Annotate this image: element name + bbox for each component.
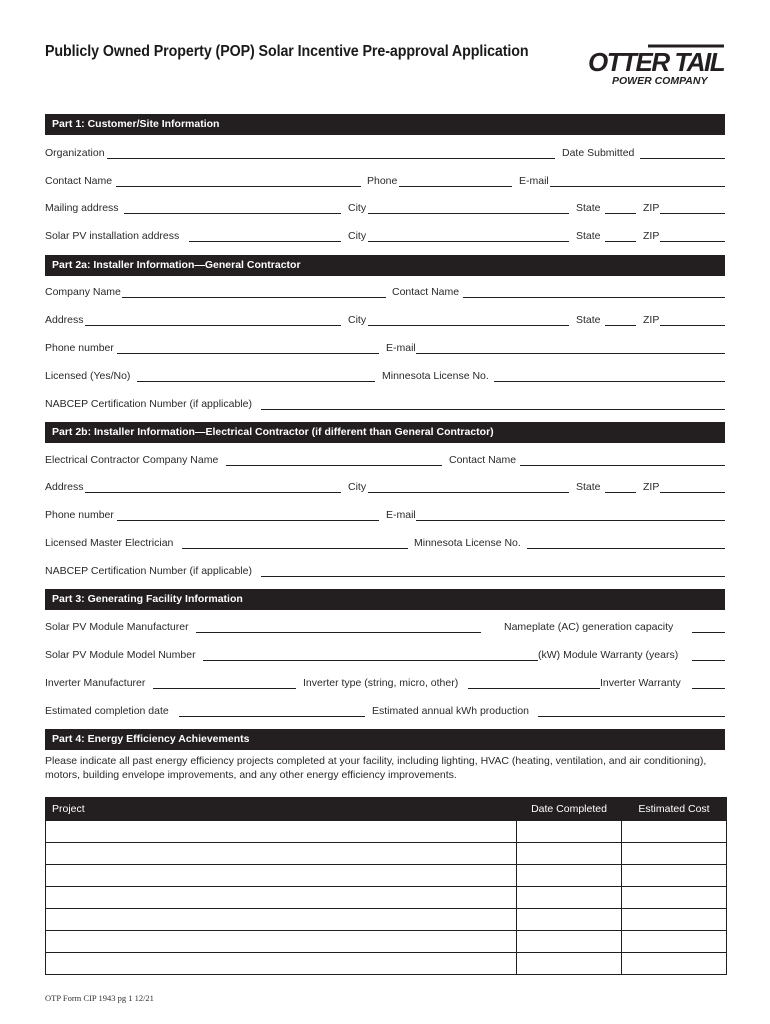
inverter-manufacturer-label: Inverter Manufacturer <box>45 677 146 689</box>
module-model-field[interactable] <box>203 660 538 661</box>
gc-zip-field[interactable] <box>660 325 725 326</box>
date-submitted-label: Date Submitted <box>562 147 635 159</box>
gc-email-field[interactable] <box>416 353 725 354</box>
ec-city-field[interactable] <box>368 492 569 493</box>
date-completed-cell[interactable] <box>517 909 622 931</box>
gc-company-name-label: Company Name <box>45 286 121 298</box>
gc-state-label: State <box>576 314 601 326</box>
estimated-cost-cell[interactable] <box>622 843 727 865</box>
mailing-address-field[interactable] <box>124 213 341 214</box>
module-warranty-field[interactable] <box>692 660 725 661</box>
date-submitted-field[interactable] <box>640 158 725 159</box>
ec-mn-license-label: Minnesota License No. <box>414 537 521 549</box>
nameplate-field[interactable] <box>692 632 725 633</box>
part2b-header: Part 2b: Installer Information—Electrical Contractor (if different than General Contractor) <box>45 422 725 443</box>
gc-nabcep-field[interactable] <box>261 409 725 410</box>
logo-wordmark: OTTER TAIL <box>588 47 725 77</box>
zip-label: ZIP <box>643 202 660 214</box>
estimated-cost-cell[interactable] <box>622 931 727 953</box>
gc-contact-name-label: Contact Name <box>392 286 460 298</box>
date-completed-cell[interactable] <box>517 843 622 865</box>
annual-kwh-label: Estimated annual kWh production <box>372 705 530 717</box>
gc-address-label: Address <box>45 314 84 326</box>
install-zip-field[interactable] <box>660 241 725 242</box>
date-completed-cell[interactable] <box>517 887 622 909</box>
project-cell[interactable] <box>46 931 517 953</box>
gc-phone-field[interactable] <box>117 353 379 354</box>
estimated-cost-column-header: Estimated Cost <box>622 798 727 821</box>
gc-zip-label: ZIP <box>643 314 660 326</box>
document-title: Publicly Owned Property (POP) Solar Incentive Pre-approval Application <box>45 43 529 60</box>
ec-city-label: City <box>348 481 367 493</box>
gc-contact-name-field[interactable] <box>463 297 725 298</box>
ec-zip-field[interactable] <box>660 492 725 493</box>
table-row <box>46 931 727 953</box>
state-field[interactable] <box>605 213 636 214</box>
table-row <box>46 887 727 909</box>
ec-mn-license-field[interactable] <box>527 548 725 549</box>
install-city-label: City <box>348 230 367 242</box>
module-model-label: Solar PV Module Model Number <box>45 649 196 661</box>
gc-state-field[interactable] <box>605 325 636 326</box>
ec-company-name-label: Electrical Contractor Company Name <box>45 454 219 466</box>
ec-nabcep-field[interactable] <box>261 576 725 577</box>
ec-contact-name-label: Contact Name <box>449 454 517 466</box>
form-footer: OTP Form CIP 1943 pg 1 12/21 <box>45 993 154 1003</box>
date-completed-column-header: Date Completed <box>517 798 622 821</box>
table-row <box>46 843 727 865</box>
project-cell[interactable] <box>46 909 517 931</box>
ec-state-label: State <box>576 481 601 493</box>
gc-city-field[interactable] <box>368 325 569 326</box>
install-state-label: State <box>576 230 601 242</box>
gc-address-field[interactable] <box>85 325 341 326</box>
organization-field[interactable] <box>107 158 555 159</box>
inverter-type-field[interactable] <box>468 688 600 689</box>
part4-header: Part 4: Energy Efficiency Achievements <box>45 729 725 750</box>
organization-label: Organization <box>45 147 105 159</box>
inverter-warranty-field[interactable] <box>692 688 725 689</box>
part1-header: Part 1: Customer/Site Information <box>45 114 725 135</box>
part4-instructions: Please indicate all past energy efficiency projects completed at your facility, including lighting, HVAC (heating, ventilation, and air conditioning), motors, building envelope improvements, and any other energy efficiency improvements. <box>45 755 707 781</box>
gc-licensed-field[interactable] <box>137 381 375 382</box>
date-completed-cell[interactable] <box>517 931 622 953</box>
install-zip-label: ZIP <box>643 230 660 242</box>
date-completed-cell[interactable] <box>517 953 622 975</box>
gc-city-label: City <box>348 314 367 326</box>
inverter-warranty-label: Inverter Warranty <box>600 677 681 689</box>
phone-label: Phone <box>367 175 398 187</box>
table-row <box>46 821 727 843</box>
zip-field[interactable] <box>660 213 725 214</box>
city-label: City <box>348 202 367 214</box>
kw-warranty-label: (kW) Module Warranty (years) <box>538 649 679 661</box>
ec-email-label: E-mail <box>386 509 416 521</box>
project-column-header: Project <box>46 798 517 821</box>
gc-phone-label: Phone number <box>45 342 114 354</box>
ec-address-label: Address <box>45 481 84 493</box>
project-cell[interactable] <box>46 887 517 909</box>
date-completed-cell[interactable] <box>517 865 622 887</box>
ec-address-field[interactable] <box>85 492 341 493</box>
gc-mn-license-field[interactable] <box>494 381 725 382</box>
ec-email-field[interactable] <box>416 520 725 521</box>
project-cell[interactable] <box>46 953 517 975</box>
mailing-address-label: Mailing address <box>45 202 119 214</box>
table-row <box>46 909 727 931</box>
projects-table <box>45 797 727 975</box>
ec-company-name-field[interactable] <box>226 465 442 466</box>
install-address-label: Solar PV installation address <box>45 230 180 242</box>
city-field[interactable] <box>368 213 569 214</box>
contact-name-field[interactable] <box>116 186 361 187</box>
estimated-cost-cell[interactable] <box>622 887 727 909</box>
logo-subtitle: POWER COMPANY <box>612 75 708 87</box>
module-manufacturer-label: Solar PV Module Manufacturer <box>45 621 189 633</box>
completion-date-field[interactable] <box>179 716 365 717</box>
gc-email-label: E-mail <box>386 342 416 354</box>
module-manufacturer-field[interactable] <box>196 632 481 633</box>
annual-kwh-field[interactable] <box>538 716 725 717</box>
table-row <box>46 953 727 975</box>
gc-nabcep-label: NABCEP Certification Number (if applicable) <box>45 398 252 410</box>
ec-nabcep-label: NABCEP Certification Number (if applicable) <box>45 565 252 577</box>
estimated-cost-cell[interactable] <box>622 821 727 843</box>
otter-tail-logo <box>586 42 728 88</box>
completion-date-label: Estimated completion date <box>45 705 169 717</box>
otter-tail-logo-mark <box>586 42 728 88</box>
part3-header: Part 3: Generating Facility Information <box>45 589 725 610</box>
install-city-field[interactable] <box>368 241 569 242</box>
ec-contact-name-field[interactable] <box>520 465 725 466</box>
estimated-cost-cell[interactable] <box>622 865 727 887</box>
project-cell[interactable] <box>46 843 517 865</box>
ec-licensed-master-label: Licensed Master Electrician <box>45 537 174 549</box>
ec-state-field[interactable] <box>605 492 636 493</box>
install-address-field[interactable] <box>189 241 341 242</box>
gc-mn-license-label: Minnesota License No. <box>382 370 489 382</box>
estimated-cost-cell[interactable] <box>622 909 727 931</box>
inverter-manufacturer-field[interactable] <box>153 688 296 689</box>
state-label: State <box>576 202 601 214</box>
date-completed-cell[interactable] <box>517 821 622 843</box>
ec-licensed-master-field[interactable] <box>182 548 408 549</box>
estimated-cost-cell[interactable] <box>622 953 727 975</box>
gc-company-name-field[interactable] <box>122 297 386 298</box>
ec-phone-label: Phone number <box>45 509 114 521</box>
email-field[interactable] <box>550 186 725 187</box>
email-label: E-mail <box>519 175 549 187</box>
contact-name-label: Contact Name <box>45 175 113 187</box>
project-cell[interactable] <box>46 865 517 887</box>
inverter-type-label: Inverter type (string, micro, other) <box>303 677 459 689</box>
project-cell[interactable] <box>46 821 517 843</box>
phone-field[interactable] <box>399 186 512 187</box>
install-state-field[interactable] <box>605 241 636 242</box>
gc-licensed-label: Licensed (Yes/No) <box>45 370 131 382</box>
table-row <box>46 865 727 887</box>
nameplate-label: Nameplate (AC) generation capacity <box>504 621 674 633</box>
ec-phone-field[interactable] <box>117 520 379 521</box>
part2a-header: Part 2a: Installer Information—General Contractor <box>45 255 725 276</box>
ec-zip-label: ZIP <box>643 481 660 493</box>
